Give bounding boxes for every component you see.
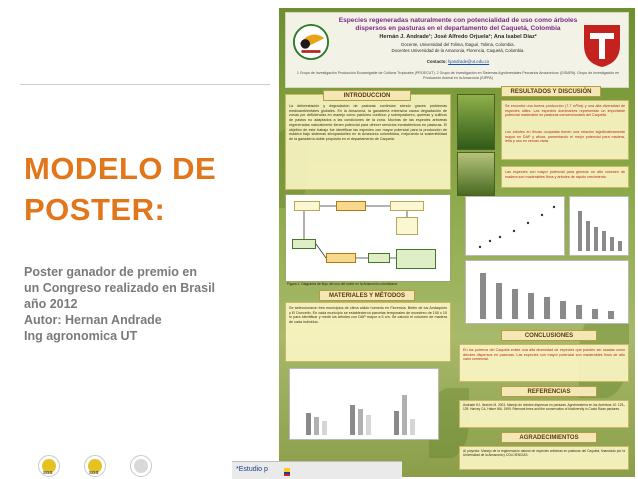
poster-title: Especies regeneradas naturalmente con potencialidad de uso como árboles dispersos en pasturas en el departamento del Caquetá, Colombia: [338, 17, 578, 32]
diagram-caption: Figura 1. Diagrama de flujo del uso del suelo en la Amazonía colombiana.: [287, 282, 398, 286]
diagram-arrows: [286, 195, 452, 283]
slide-title-line-2: POSTER:: [24, 192, 166, 227]
divider: [20, 84, 270, 85]
acknowledgements-heading: AGRADECIMIENTOS: [501, 432, 597, 443]
toucan-logo-icon: [292, 23, 330, 61]
chart-bar: [306, 413, 311, 435]
university-logo-icon: [582, 21, 622, 69]
chart-bar: [366, 415, 371, 435]
certification-seal-icon: [130, 455, 152, 477]
chart-bar: [586, 221, 590, 251]
chart-bar: [528, 293, 534, 319]
field-photo: [457, 94, 495, 150]
chart-bar: [480, 273, 486, 319]
chart-bar: [314, 417, 319, 435]
chart-bar: [576, 305, 582, 319]
chart-bar: [592, 309, 598, 319]
chart-bar: [496, 283, 502, 319]
results-text: Los árboles en fincas ocupadas tienen una relación significativamente mayor en DAP y altura, presentando el mejor potencial para madera, leña y uso en cercas vivas.: [505, 130, 625, 144]
scatter-chart: [465, 196, 565, 256]
chart-bar: [602, 231, 606, 251]
chart-bar: [544, 297, 550, 319]
process-diagram: [285, 194, 451, 282]
field-photo: [457, 152, 495, 196]
poster-affiliations: [338, 42, 578, 53]
poster-contact: [338, 59, 578, 64]
chart-bar: [350, 405, 355, 435]
results-text: Se encontró una buena producción (7,7 m³/ha) y una alta diversidad de especies útiles. Las especies dominantes representan un importante potencial maderable en pasturas convencionales del Caquetá.: [505, 104, 625, 118]
results-heading: RESULTADOS Y DISCUSIÓN: [501, 86, 601, 97]
references-text: Andrade HJ, Ibrahim M. 2003. Manejo de árboles dispersos en pasturas. Agroforestería en las Américas 10: 125–129. Harvey CA, Haber WA. 1999. Remnant trees and the conservation of biodiversity in Costa Rican pastures.: [463, 403, 625, 411]
chart-bar: [512, 289, 518, 319]
chart-bar: [594, 227, 598, 251]
poster-image: [279, 8, 635, 477]
bar-chart: [289, 368, 439, 440]
subtitle-line: un Congreso realizado en Brasil: [24, 281, 216, 295]
footer-text: *Estudio p: [236, 466, 268, 473]
subtitle-line: Autor: Hernan Andrade: [24, 313, 162, 327]
chart-bar: [410, 419, 415, 435]
chart-bar: [394, 411, 399, 435]
contact-email-link[interactable]: hjandrade@ut.edu.co: [448, 59, 490, 64]
results-text: Las especies con mayor potencial para generar un alto volumen de madera son maderables finos y árboles de rápido crecimiento.: [505, 170, 625, 179]
chart-bar: [402, 395, 407, 435]
acknowledgements-text: Al proyecto: Manejo de la regeneración natural de especies arbóreas en pasturas del Caquetá, financiado por la Universidad de la Amazonia y COLCIENCIAS.: [463, 449, 625, 457]
chart-bar: [608, 311, 614, 319]
slide-title: [24, 148, 274, 230]
affiliation: Docentes Universidad de la Amazonia, Florencia, Caquetá, Colombia.: [391, 47, 525, 53]
footer-strip: [232, 461, 402, 479]
slide-subtitle: [24, 264, 264, 344]
introduction-text: La deforestación y degradación de pasturas continúan siendo graves problemas medioambientales globales. En la Amazonía, la ganadería extensiva causa degradación de zonas por deficiencias en manejo como pastoreo continuo y sobrepastoreo, quemas y cultivos de pastos no adaptados a las condiciones de la zona. Muchas de las especies arbóreas regeneradas naturalmente tienen potencial para ofrecer servicios ecosistémicos en pasturas. El objetivo de este trabajo fue identificar las especies con mayor potencial para la producción de madera bajo sistemas silvopastoriles en la Amazonía colombiana, mejorando la sostenibilidad de la ganadería doble propósito en el departamento de Caquetá.: [289, 104, 447, 141]
seal-label: SGS: [43, 470, 53, 475]
subtitle-line: Ing agronomica UT: [24, 329, 138, 343]
contact-label: Contacto:: [426, 59, 447, 64]
methods-heading: MATERIALES Y MÉTODOS: [319, 290, 415, 301]
chart-bar: [578, 211, 582, 251]
subtitle-line: Poster ganador de premio en: [24, 265, 197, 279]
poster-header: [285, 12, 629, 88]
chart-bar: [358, 409, 363, 435]
certification-logos: [14, 455, 204, 479]
methods-text: Se seleccionaron tres municipios de clima cálido húmedo en Florencia, Belén de los Andaquíes y El Doncello. En cada municipio se establecieron parcelas temporales de muestreo de 100 x 10 m para identificar y medir los árboles con DAP mayor a 5 cm. Se calculó el volumen de madera de cada individuo.: [289, 306, 447, 325]
bar-chart: [465, 260, 629, 324]
conclusions-heading: CONCLUSIONES: [501, 330, 597, 341]
introduction-heading: INTRODUCCION: [323, 90, 411, 101]
bar-chart: [569, 196, 629, 256]
chart-bar: [618, 241, 622, 251]
conclusions-text: En los potreros del Caquetá existe una alta diversidad de especies que pueden ser usadas como árboles dispersos en pasturas. Las especies con mayor potencial son maderables finos de alto valor comercial.: [463, 348, 625, 362]
references-heading: REFERENCIAS: [501, 386, 597, 397]
poster-institutions: 1 Grupo de Investigación Producción Ecoamigable de Cultivos Tropicales (PROECUT). 2 Grupo de Investigación en Sistemas Agroforestales Pecuarios Amazónicos (GISAPA). Grupo de Investigación en Producción Animal en la Amazonía (GIPPA): [296, 71, 620, 80]
slide-title-line-1: MODELO DE: [24, 151, 217, 186]
seal-label: SGS: [89, 470, 99, 475]
chart-bar: [610, 237, 614, 251]
chart-bar: [560, 301, 566, 319]
chart-bar: [322, 421, 327, 435]
scatter-plot: [466, 197, 566, 257]
poster-authors: Hernán J. Andrade¹; José Alfredo Orjuela²; Ana Isabel Díaz²: [379, 34, 537, 40]
affiliation: Docente, Universidad del Tolima, Ibagué, Tolima, Colombia.: [401, 42, 515, 47]
colombia-flag-icon: [284, 468, 290, 476]
subtitle-line: año 2012: [24, 297, 78, 311]
